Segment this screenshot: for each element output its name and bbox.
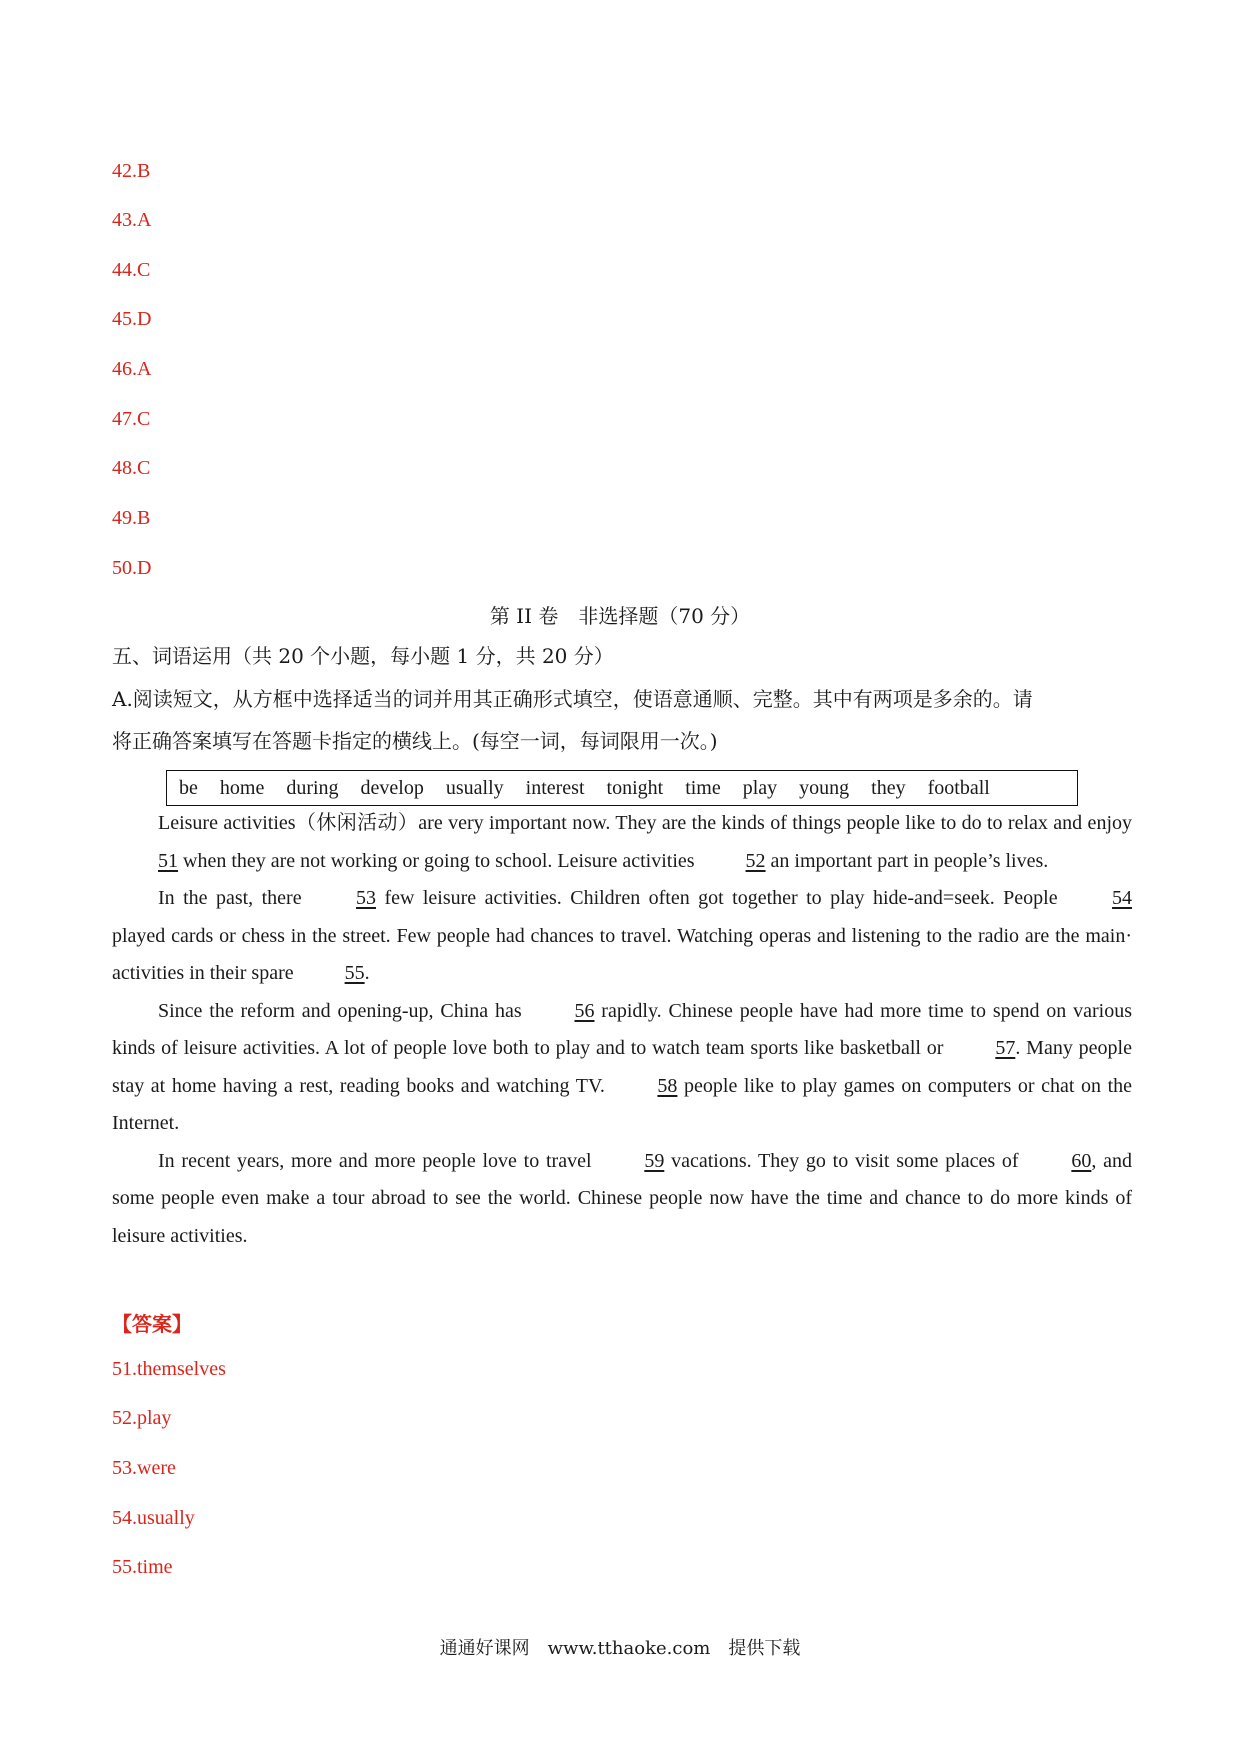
answer-55: 55.time [112,1556,173,1578]
word-option: play [742,776,778,799]
answer-label: 【答案】 [112,1314,192,1336]
answer-49: 49.B [112,507,151,529]
word-option: time [685,776,721,799]
word-option: football [927,776,990,799]
page-footer: 通通好课网 www.tthaoke.com 提供下载 [439,1638,801,1659]
passage-text: played cards or chess in the street. Few people had chances to travel. Watching operas and listening to the radio are the main· activities in their spare [112,924,1132,984]
word-option: during [286,776,339,799]
answer-53: 53.were [112,1457,176,1479]
word-option: interest [525,776,585,799]
passage [112,805,1132,1255]
answer-54: 54.usually [112,1507,195,1529]
passage-text: In the past, there [158,887,302,909]
word-option: develop [360,776,424,799]
blank-51: 51 [158,849,178,872]
blank-52: 52 [745,849,766,872]
passage-paragraph-4 [112,1143,1132,1256]
word-option: they [871,776,906,799]
answer-50: 50.D [112,557,152,579]
passage-text: few leisure activities. Children often got together to play hide-and=seek. People [384,887,1058,909]
passage-text: . [364,962,370,984]
passage-text: rapidly. Chinese people have had more time to spend on various kinds of leisure activities. A lot of people love both to play and to watch team sports like basketball or [112,999,1133,1059]
instruction-line-2: 将正确答案填写在答题卡指定的横线上。(每空一词，每词限用一次。) [112,729,718,753]
part-heading: 五、词语运用（共 20 个小题，每小题 1 分，共 20 分） [112,644,614,668]
answer-44: 44.C [112,259,151,281]
answer-46: 46.A [112,358,152,380]
passage-text: an important part in people’s lives. [770,849,1049,872]
word-option: tonight [606,776,664,799]
passage-text: Leisure activities（休闲活动）are very important now. They are the kinds of things people like to do to relax and enjoy [158,812,1132,834]
answer-45: 45.D [112,308,152,330]
answer-52: 52.play [112,1407,172,1429]
word-option: young [799,776,850,799]
section-title: 第 II 卷 非选择题（70 分） [489,604,751,628]
passage-text: Since the reform and opening-up, China has [158,999,522,1022]
blank-56: 56 [574,999,595,1022]
answer-42: 42.B [112,160,151,182]
passage-text: . Many people stay at home having a rest, reading books and watching TV. [112,1037,1132,1097]
blank-60: 60 [1071,1149,1092,1172]
passage-paragraph-2 [112,880,1132,993]
passage-text: , and some people even make a tour abroad to see the world. Chinese people now have the time and chance to do more kinds of leisure activities. [112,1149,1133,1247]
answer-43: 43.A [112,209,152,231]
word-box [166,770,1078,806]
answer-48: 48.C [112,457,151,479]
passage-text: people like to play games on computers or chat on the Internet. [112,1074,1133,1134]
blank-55: 55 [344,962,365,984]
passage-paragraph-1 [112,805,1132,880]
word-option: usually [445,776,504,799]
answer-51: 51.themselves [112,1358,226,1380]
word-option: home [219,776,265,799]
word-option: be [179,776,198,799]
instruction-line-1: A.阅读短文，从方框中选择适当的词并用其正确形式填空，使语意通顺、完整。其中有两项是多余的。请 [112,687,1033,711]
passage-text: when they are not working or going to school. Leisure activities [183,849,695,872]
passage-text: In recent years, more and more people love to travel [158,1149,592,1172]
passage-text: vacations. They go to visit some places of [671,1149,1019,1172]
answer-47: 47.C [112,408,151,430]
passage-paragraph-3 [112,993,1132,1143]
blank-57: 57 [995,1037,1016,1059]
blank-54: 54 [1112,887,1133,909]
blank-58: 58 [657,1074,678,1097]
blank-59: 59 [644,1149,665,1172]
blank-53: 53 [356,887,377,909]
